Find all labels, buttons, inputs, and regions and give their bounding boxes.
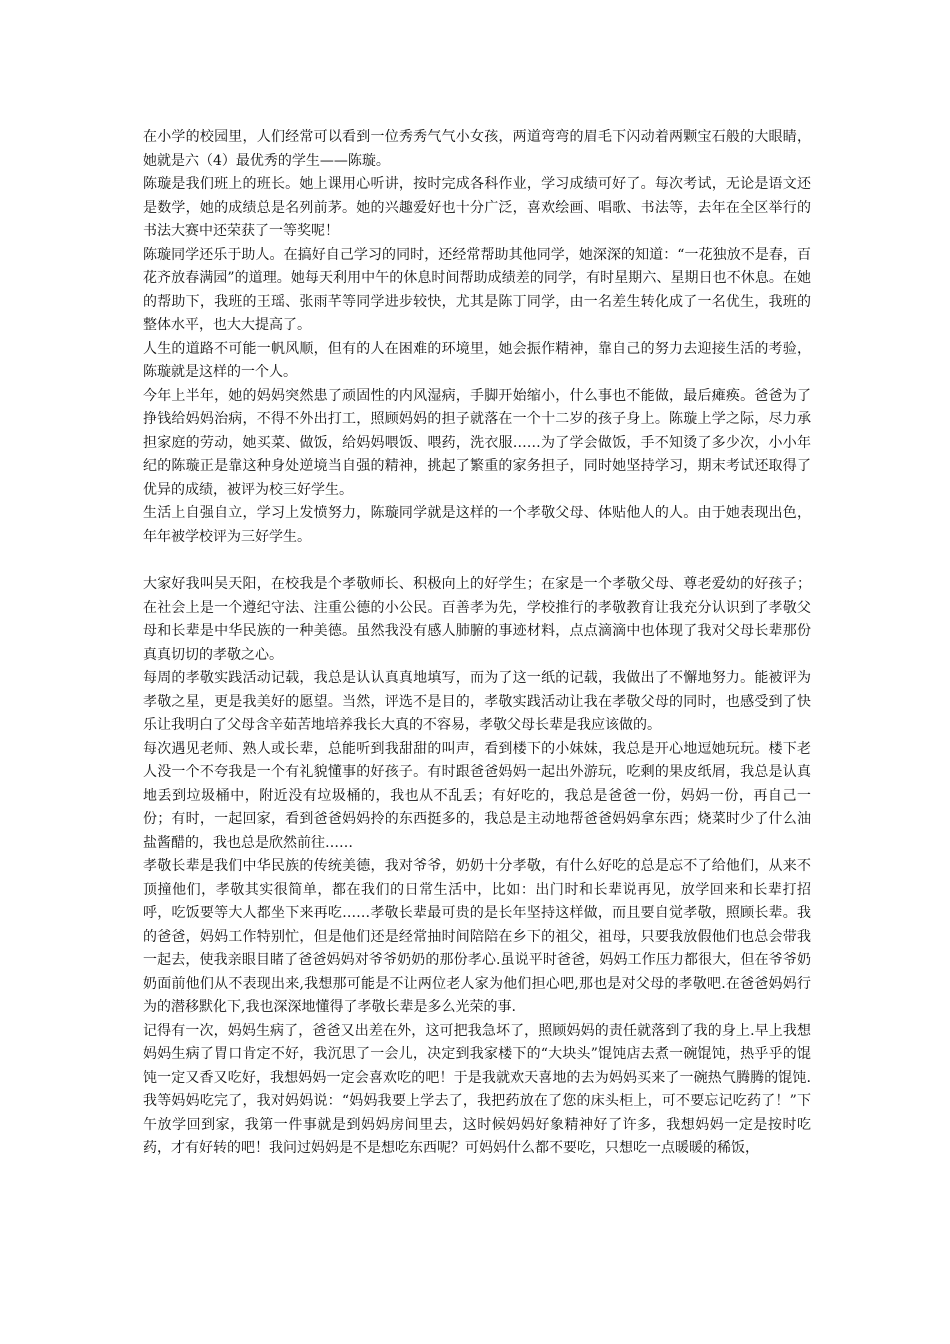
document-body (143, 126, 811, 1161)
paragraph-s1-5: 今年上半年，她的妈妈突然患了顽固性的内风湿病，手脚开始缩小，什么事也不能做，最后瘫痪。爸爸为了挣钱给妈妈治病，不得不外出打工，照顾妈妈的担子就落在一个十二岁的孩子身上。陈璇上学之际，尽力承担家庭的劳动，她买菜、做饭，给妈妈喂饭、喂药，洗衣服……为了学会做饭，手不知烫了多少次，小小年纪的陈璇正是靠这种身处逆境当自强的精神，挑起了繁重的家务担子，同时她坚持学习，期末考试还取得了优异的成绩，被评为校三好学生。 (143, 387, 811, 498)
paragraph-s1-4: 人生的道路不可能一帆风顺，但有的人在困难的环境里，她会振作精神，靠自己的努力去迎接生活的考验，陈璇就是这样的一个人。 (143, 340, 811, 380)
paragraph-s1-3: 陈璇同学还乐于助人。在搞好自己学习的同时，还经常帮助其他同学，她深深的知道：“一花独放不是春，百花齐放春满园”的道理。她每天利用中午的休息时间帮助成绩差的同学，有时星期六、星期日也不休息。在她的帮助下，我班的王瑶、张雨芊等同学进步较快，尤其是陈丁同学，由一名差生转化成了一名优生，我班的整体水平，也大大提高了。 (143, 246, 811, 333)
section-gap (143, 549, 811, 573)
paragraph-s1-1: 在小学的校园里，人们经常可以看到一位秀秀气气小女孩，两道弯弯的眉毛下闪动着两颗宝石般的大眼睛，她就是六（4）最优秀的学生——陈璇。 (143, 129, 811, 169)
paragraph-s1-6: 生活上自强自立，学习上发愤努力，陈璇同学就是这样的一个孝敬父母、体贴他人的人。由于她表现出色，年年被学校评为三好学生。 (143, 505, 811, 545)
paragraph-s2-4: 孝敬长辈是我们中华民族的传统美德，我对爷爷，奶奶十分孝敬，有什么好吃的总是忘不了给他们，从来不顶撞他们，孝敬其实很简单，都在我们的日常生活中，比如：出门时和长辈说再见，放学回来和长辈打招呼，吃饭要等大人都坐下来再吃……孝敬长辈最可贵的是长年坚持这样做，而且要自觉孝敬，照顾长辈。我的爸爸，妈妈工作特别忙，但是他们还是经常抽时间陪陪在乡下的祖父，祖母，只要我放假他们也总会带我一起去，使我亲眼目睹了爸爸妈妈对爷爷奶奶的那份孝心.虽说平时爸爸，妈妈工作压力都很大，但在爷爷奶奶面前他们从不表现出来,我想那可能是不让两位老人家为他们担心吧,那也是对父母的孝敬吧.在爸爸妈妈行为的潜移默化下,我也深深地懂得了孝敬长辈是多么光荣的事. (143, 858, 811, 1015)
paragraph-s2-5: 记得有一次，妈妈生病了，爸爸又出差在外，这可把我急坏了，照顾妈妈的责任就落到了我的身上.早上我想妈妈生病了胃口肯定不好，我沉思了一会儿，决定到我家楼下的“大块头”馄饨店去煮一碗馄饨，热乎乎的馄饨一定又香又吃好，我想妈妈一定会喜欢吃的吧！于是我就欢天喜地的去为妈妈买来了一碗热气腾腾的馄饨.我等妈妈吃完了，我对妈妈说：“妈妈我要上学去了，我把药放在了您的床头柜上，可不要忘记吃药了！”下午放学回到家，我第一件事就是到妈妈房间里去，这时候妈妈好象精神好了许多，我想妈妈一定是按时吃药，才有好转的吧！我问过妈妈是不是想吃东西呢？可妈妈什么都不要吃，只想吃一点暖暖的稀饭， (143, 1022, 811, 1156)
paragraph-s2-1: 大家好我叫吴天阳，在校我是个孝敬师长、积极向上的好学生；在家是一个孝敬父母、尊老爱幼的好孩子；在社会上是一个遵纪守法、注重公德的小公民。百善孝为先，学校推行的孝敬教育让我充分认识到了孝敬父母和长辈是中华民族的一种美德。虽然我没有感人肺腑的事迹材料，点点滴滴中也体现了我对父母长辈那份真真切切的孝敬之心。 (143, 576, 811, 663)
paragraph-s1-2: 陈璇是我们班上的班长。她上课用心听讲，按时完成各科作业，学习成绩可好了。每次考试，无论是语文还是数学，她的成绩总是名列前茅。她的兴趣爱好也十分广泛，喜欢绘画、唱歌、书法等，去年在全区举行的书法大赛中还荣获了一等奖呢！ (143, 176, 811, 239)
paragraph-s2-3: 每次遇见老师、熟人或长辈，总能听到我甜甜的叫声，看到楼下的小妹妹，我总是开心地逗她玩玩。楼下老人没一个不夸我是一个有礼貌懂事的好孩子。有时跟爸爸妈妈一起出外游玩，吃剩的果皮纸屑，我总是认真地丢到垃圾桶中，附近没有垃圾桶的，我也从不乱丢；有好吃的，我总是爸爸一份，妈妈一份，再自己一份；有时，一起回家，看到爸爸妈妈拎的东西挺多的，我总是主动地帮爸爸妈妈拿东西；烧菜时少了什么油盐酱醋的，我也总是欣然前往…… (143, 740, 811, 851)
paragraph-s2-2: 每周的孝敬实践活动记载，我总是认认真真地填写，而为了这一纸的记载，我做出了不懈地努力。能被评为孝敬之星，更是我美好的愿望。当然，评选不是目的，孝敬实践活动让我在孝敬父母的同时，也感受到了快乐让我明白了父母含辛茹苦地培养我长大真的不容易，孝敬父母长辈是我应该做的。 (143, 670, 811, 733)
